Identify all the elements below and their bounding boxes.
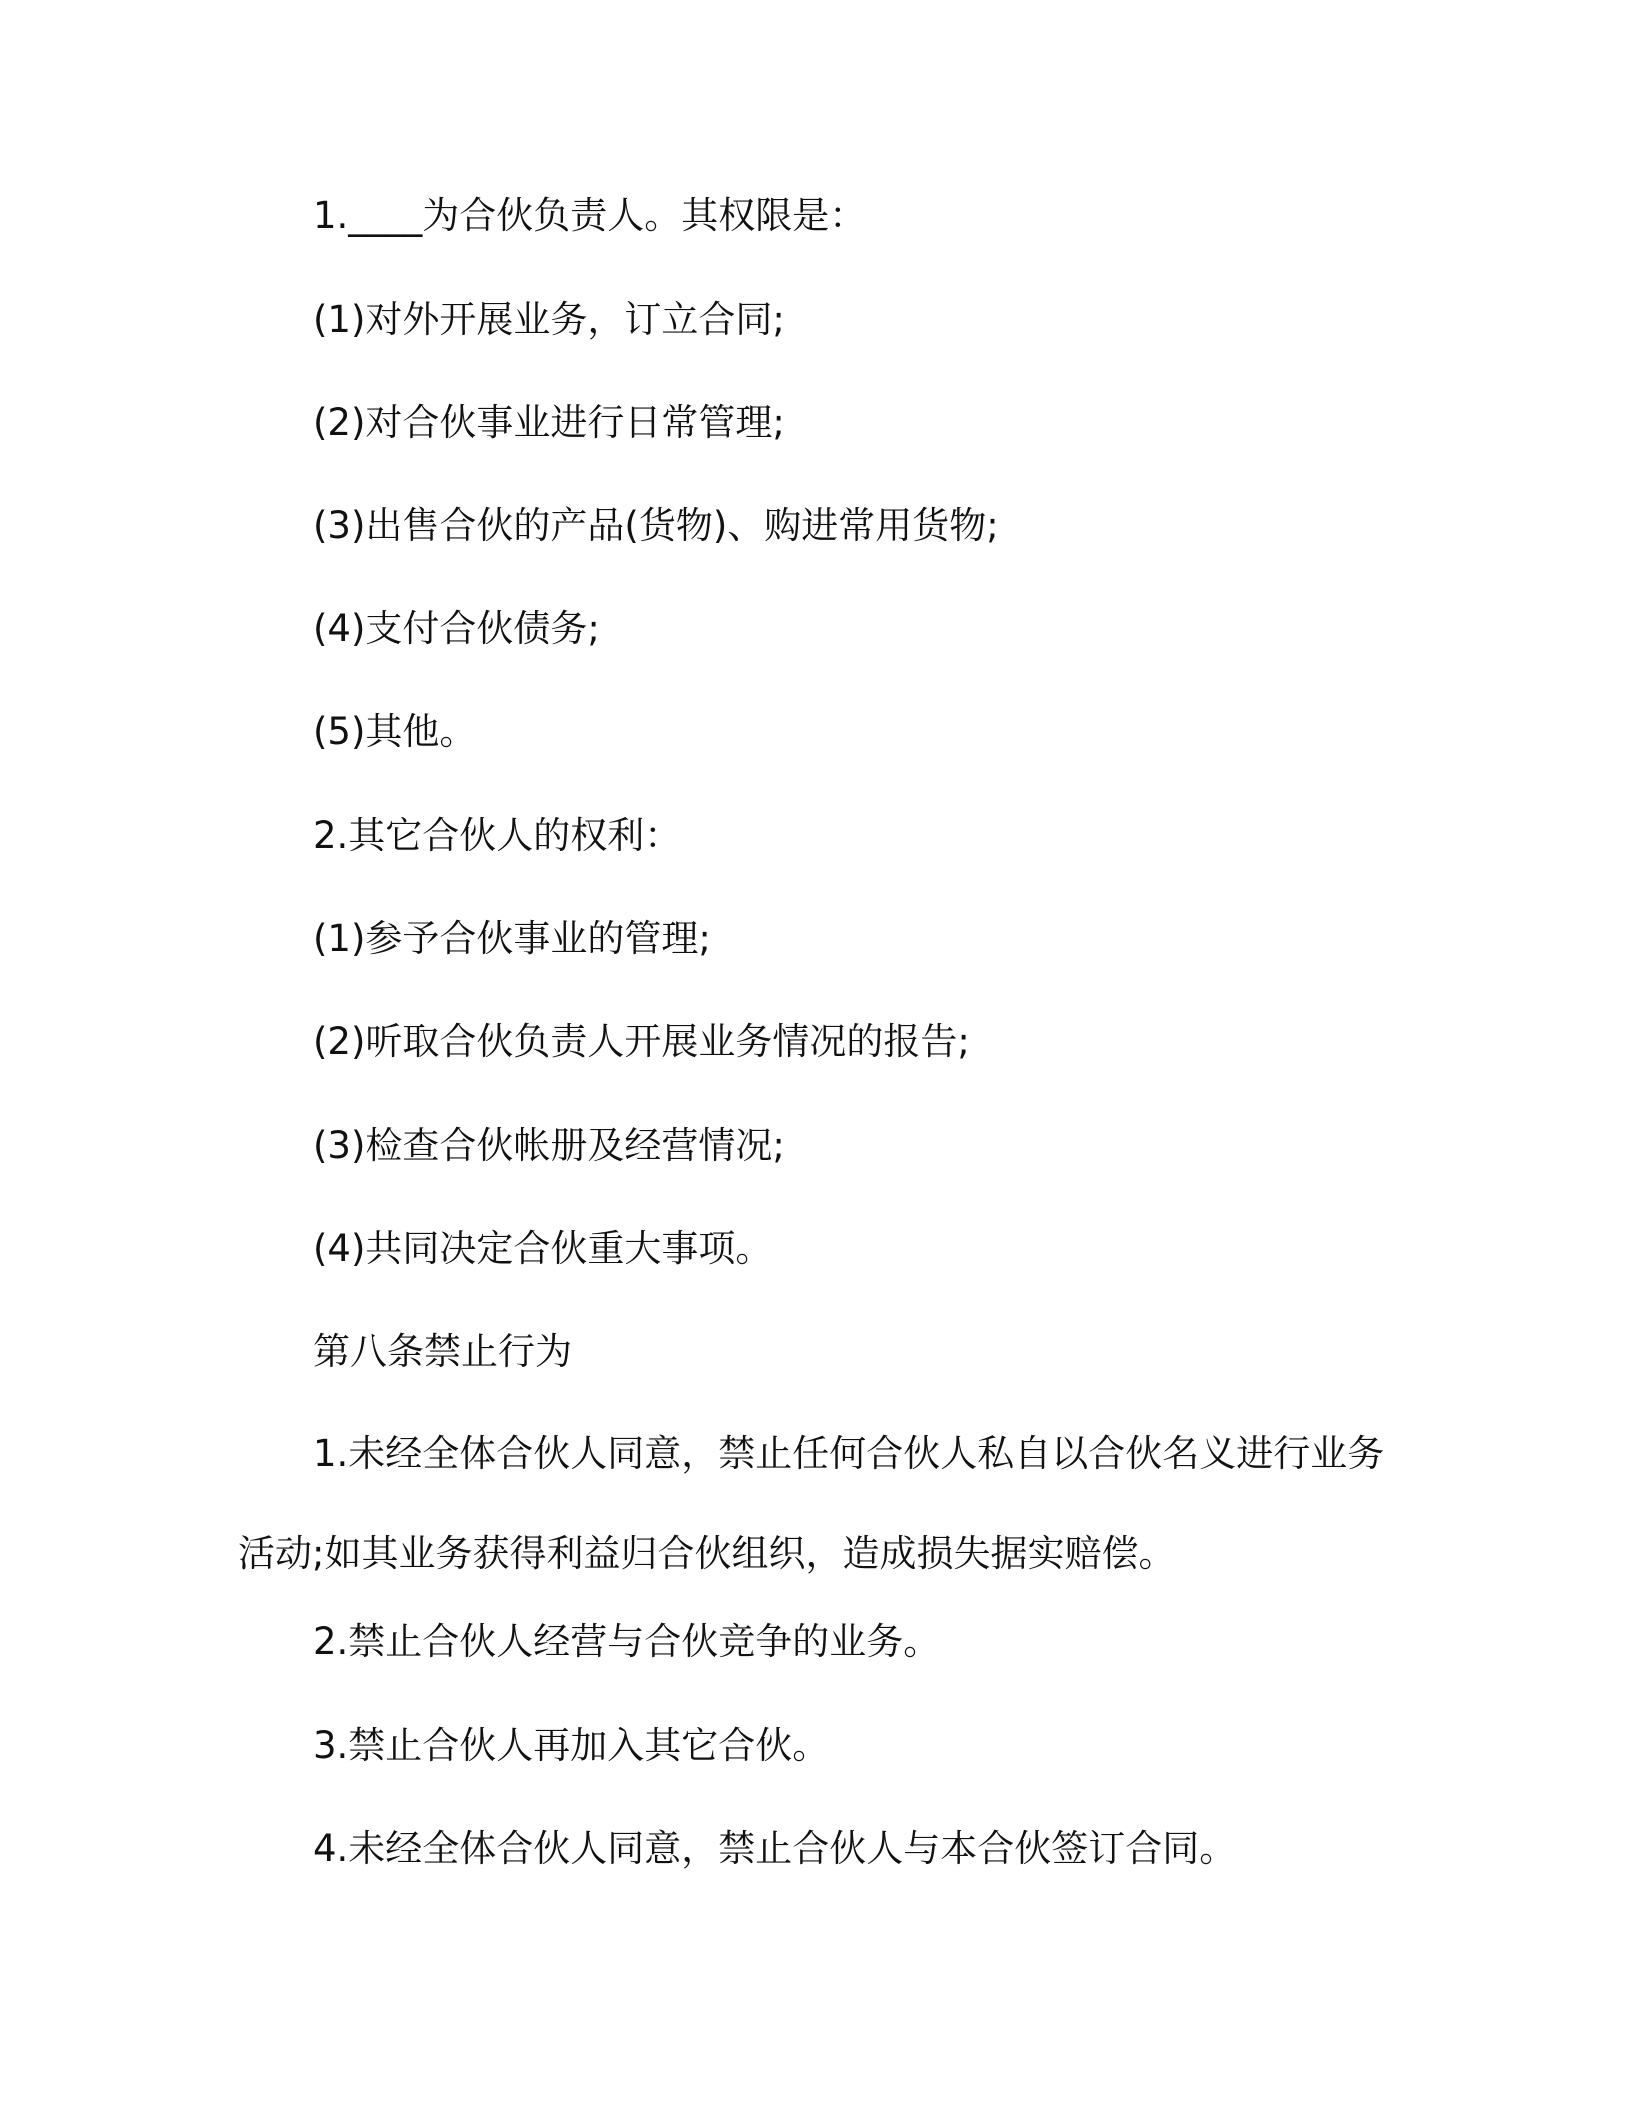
list-item: 3.禁止合伙人再加入其它合伙。 — [313, 1724, 830, 1767]
list-item: (2)对合伙事业进行日常管理; — [313, 401, 785, 444]
list-item: 4.未经全体合伙人同意，禁止合伙人与本合伙签订合同。 — [313, 1827, 1237, 1870]
article8-item1-paragraph: 1.未经全体合伙人同意，禁止任何合伙人私自以合伙名义进行业务活动;如其业务获得利益归合伙组织，造成损失据实赔偿。 — [238, 1432, 1385, 1575]
list-item: (3)检查合伙帐册及经营情况; — [313, 1124, 785, 1167]
list-item: (1)参予合伙事业的管理; — [313, 917, 711, 960]
article-heading: 第八条禁止行为 — [313, 1330, 572, 1373]
list-item: (1)对外开展业务，订立合同; — [313, 298, 785, 341]
list-item: (5)其他。 — [313, 710, 477, 753]
list-item: (2)听取合伙负责人开展业务情况的报告; — [313, 1020, 970, 1063]
list-item: (4)支付合伙债务; — [313, 607, 600, 650]
list-item: (3)出售合伙的产品(货物)、购进常用货物; — [313, 504, 999, 547]
list-item: 2.禁止合伙人经营与合伙竞争的业务。 — [313, 1620, 941, 1663]
list-item: (4)共同决定合伙重大事项。 — [313, 1227, 773, 1270]
clause-responsible-partner: 1.____为合伙负责人。其权限是： — [313, 194, 867, 237]
clause-other-partners-rights: 2.其它合伙人的权利： — [313, 814, 682, 857]
